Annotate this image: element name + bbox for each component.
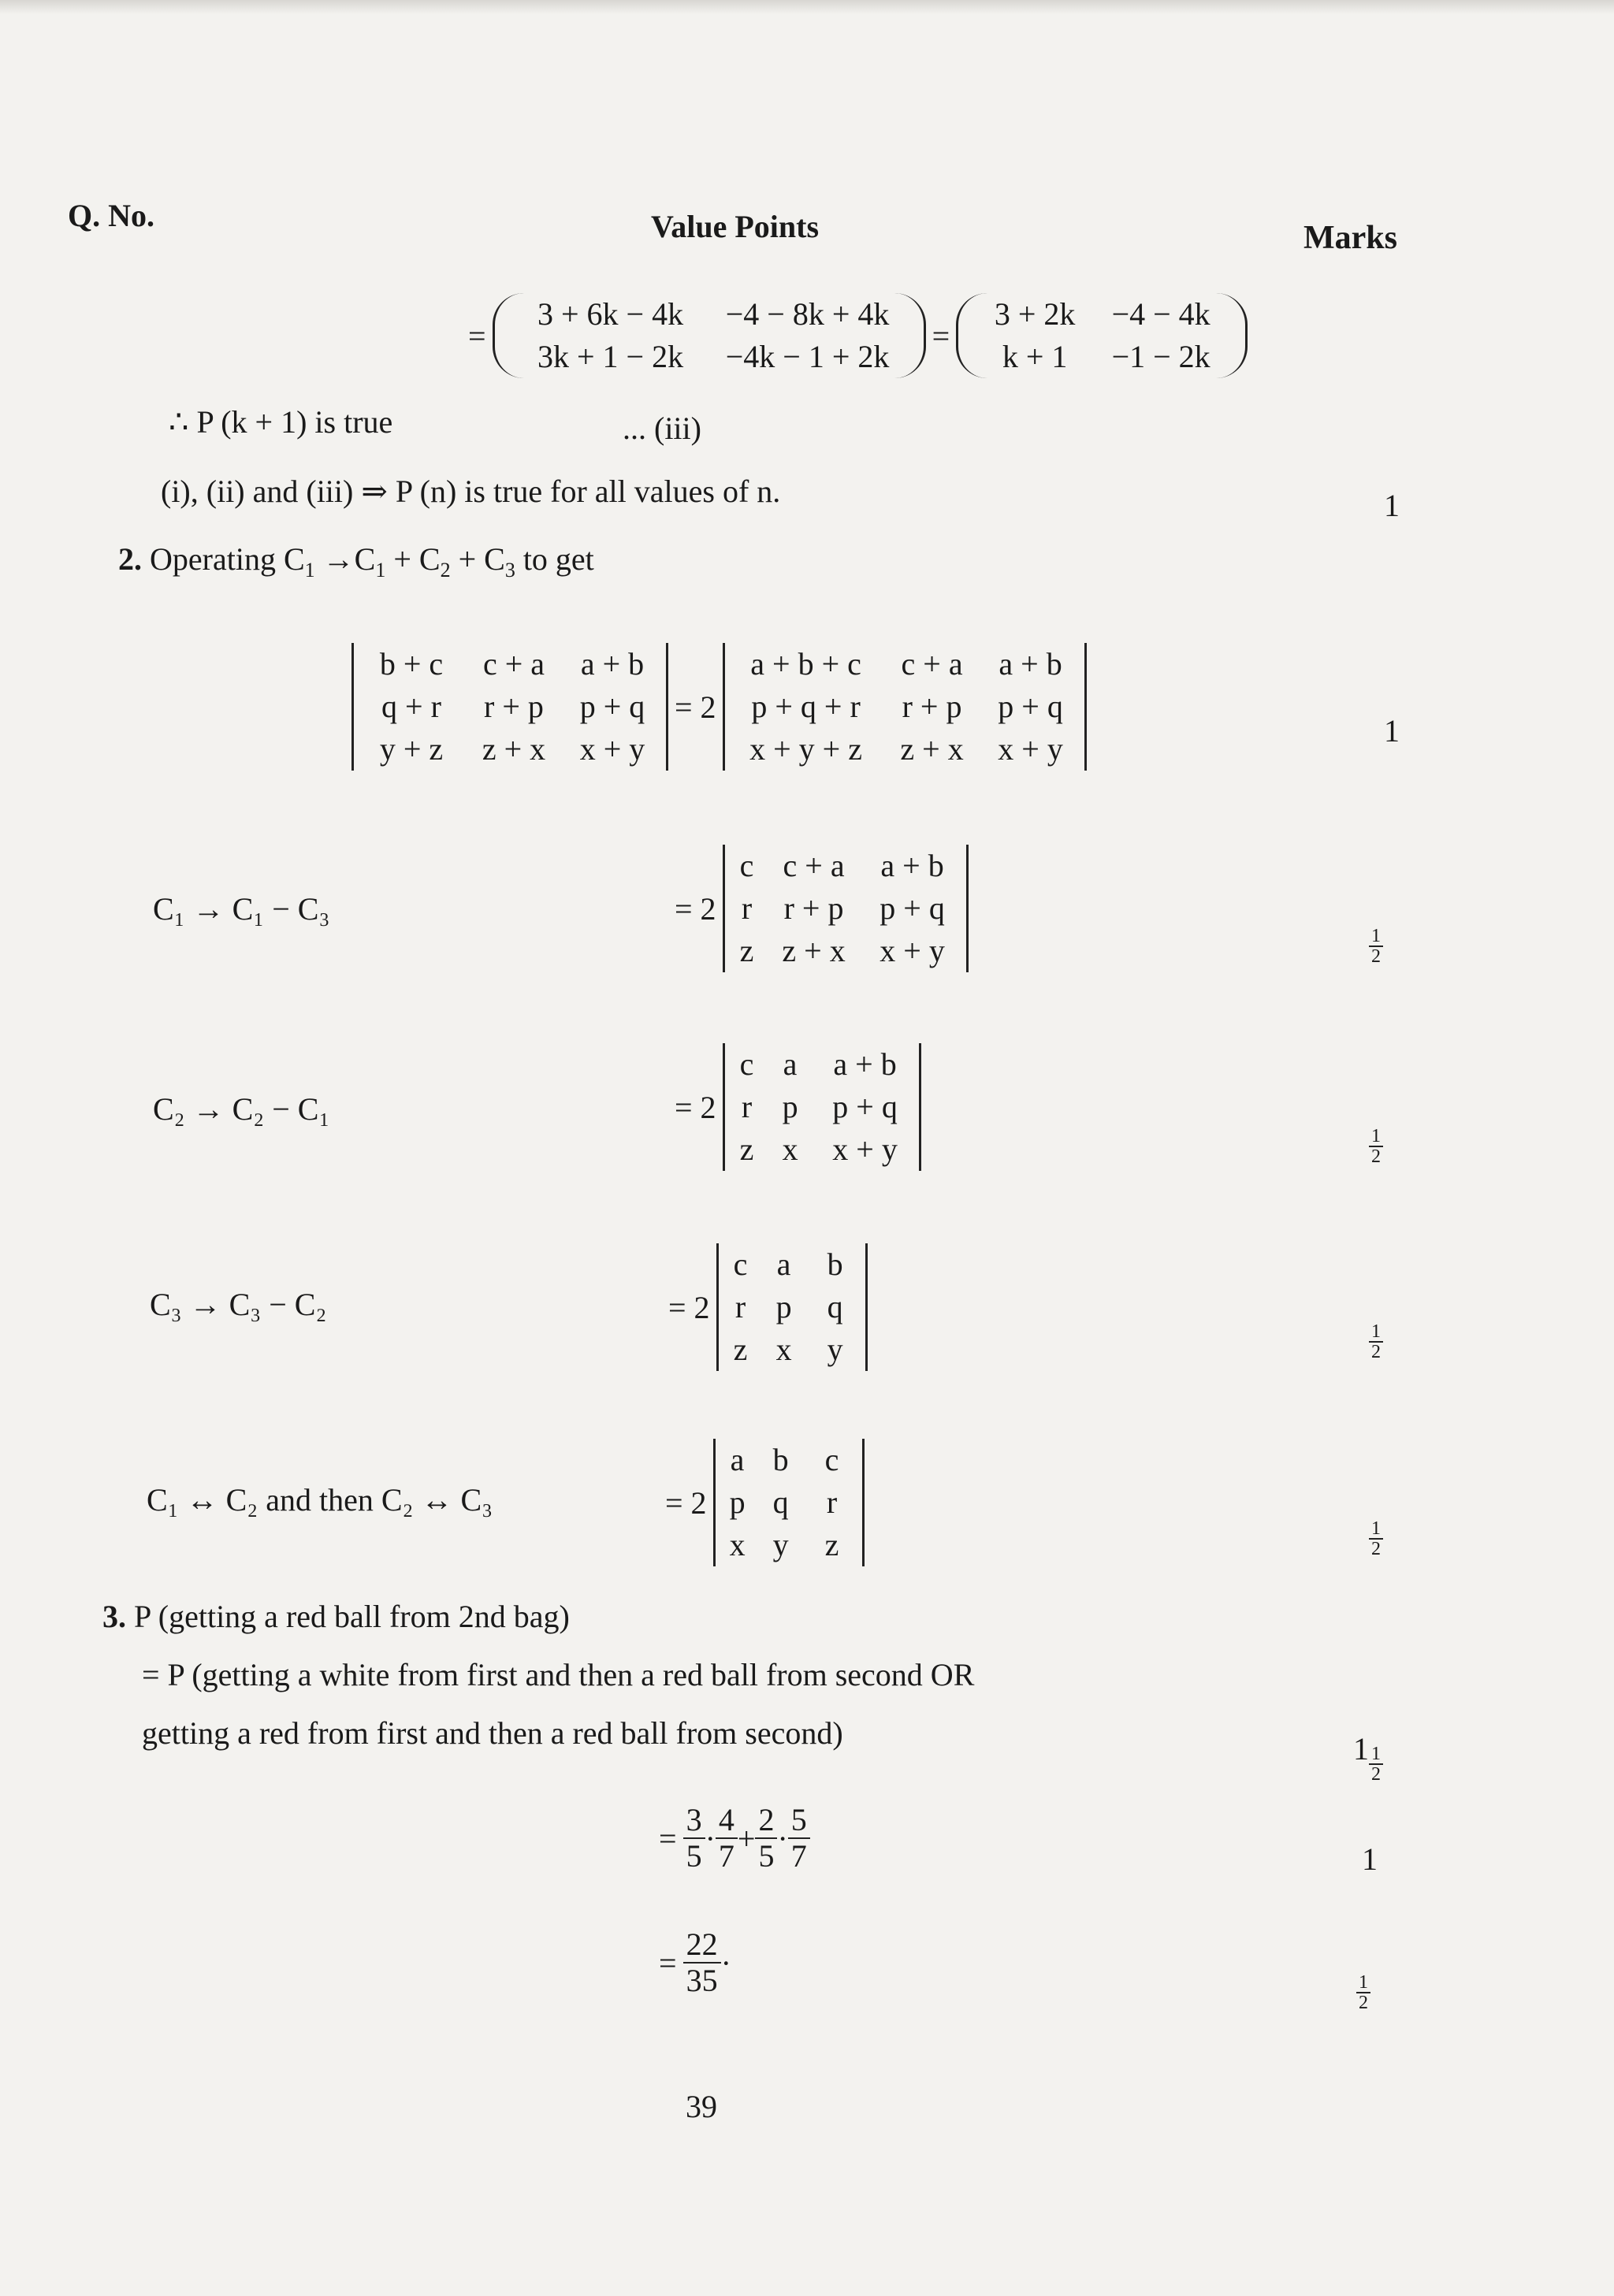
q3-eq1: = xyxy=(659,1820,677,1856)
det-cell: p + q xyxy=(880,890,945,926)
det-cell: z xyxy=(824,1527,839,1562)
det-cell: x + y + z xyxy=(749,731,862,767)
det-cell: c xyxy=(733,1246,748,1282)
det-cell: b xyxy=(827,1246,843,1282)
step-eq: = 2 xyxy=(675,1089,716,1125)
half-num: 1 xyxy=(1371,1744,1381,1764)
half-den: 2 xyxy=(1369,1538,1383,1559)
frac-num: 3 xyxy=(686,1802,702,1837)
det-cell: x + y xyxy=(579,731,645,767)
det-cell: a + b xyxy=(833,1046,897,1082)
step-det xyxy=(713,1439,865,1566)
half-den: 2 xyxy=(1369,1763,1383,1784)
det-cell: r xyxy=(826,1484,838,1520)
half-num: 1 xyxy=(1359,1972,1368,1993)
q3-number: 3. xyxy=(102,1599,126,1634)
step-determinant xyxy=(659,1439,865,1566)
frac-num: 2 xyxy=(758,1802,775,1837)
det-cell: y xyxy=(827,1332,843,1367)
mark-q3-second: 1 xyxy=(1362,1841,1378,1877)
frac-den: 35 xyxy=(683,1962,721,1998)
q2-sub: 1 xyxy=(375,559,386,581)
mark-conclusion: 1 xyxy=(1384,488,1400,523)
det-cell: z + x xyxy=(782,933,846,968)
det-cell: p xyxy=(782,1089,798,1124)
det-cell: x + y xyxy=(832,1131,898,1167)
det-cell: p xyxy=(729,1484,746,1520)
det-cell: b + c xyxy=(379,646,444,682)
step-eq: = 2 xyxy=(668,1289,710,1325)
mark-half xyxy=(1352,1505,1400,1559)
step-label: C₃ → C₃ − C₂ xyxy=(150,1287,327,1322)
det-cell: z xyxy=(739,933,754,968)
q2-op-end: to get xyxy=(523,541,594,577)
det-cell: a + b + c xyxy=(750,646,861,682)
step-label: C₁ ↔ C₂ and then C₂ ↔ C₃ xyxy=(147,1482,493,1518)
q3-result xyxy=(653,1927,731,1998)
step-eq: = 2 xyxy=(665,1484,707,1521)
frac-den: 5 xyxy=(683,1837,705,1874)
det-cell: p + q xyxy=(579,689,645,724)
step-det xyxy=(716,1243,868,1371)
header-marks: Marks xyxy=(1303,220,1397,256)
q2-det-right xyxy=(723,643,1087,771)
det-cell: a xyxy=(730,1442,745,1477)
det-cell: r xyxy=(741,890,753,926)
matrix-cell: −1 − 2k xyxy=(1111,339,1210,374)
frac-den: 5 xyxy=(755,1837,777,1874)
q2-sub: 3 xyxy=(504,559,515,581)
matrix-cell: 3 + 6k − 4k xyxy=(537,296,684,332)
matrix-cell: −4 − 8k + 4k xyxy=(725,296,890,332)
page-top-edge xyxy=(0,0,1614,14)
q3-line2: = P (getting a white from first and then a red ball from second OR xyxy=(142,1657,975,1692)
det-cell: q + r xyxy=(381,689,441,724)
plus-sign: + xyxy=(737,1820,756,1856)
det-cell: p + q + r xyxy=(751,689,861,724)
det-cell: z xyxy=(733,1332,748,1367)
q2-operation-line xyxy=(118,541,594,582)
det-cell: p + q xyxy=(998,689,1063,724)
top-right-matrix xyxy=(956,293,1248,378)
top-left-matrix xyxy=(493,293,926,378)
matrix-cell: −4k − 1 + 2k xyxy=(725,339,890,374)
det-cell: r xyxy=(734,1289,746,1324)
det-cell: q xyxy=(827,1289,843,1324)
q3-line1 xyxy=(102,1598,570,1635)
q3-fraction-expression xyxy=(653,1803,810,1874)
page-number: 39 xyxy=(686,2089,717,2124)
det-cell: c + a xyxy=(482,646,545,682)
det-cell: p xyxy=(775,1289,792,1324)
det-cell: a + b xyxy=(580,646,645,682)
det-cell: c xyxy=(739,1046,754,1082)
frac-num: 22 xyxy=(686,1926,718,1962)
frac-num: 5 xyxy=(790,1802,807,1837)
det-cell: y xyxy=(772,1527,789,1562)
mult-dot: · xyxy=(777,1820,788,1856)
result-dot: · xyxy=(720,1945,731,1981)
step-label: C₁ → C₁ − C₃ xyxy=(153,891,330,927)
pk1-true-text: ∴ P (k + 1) is true xyxy=(169,404,393,440)
det-cell: c + a xyxy=(901,646,963,682)
header-value-points: Value Points xyxy=(651,209,820,244)
matrix-cell: k + 1 xyxy=(1002,339,1068,374)
top-eq2: = xyxy=(932,318,950,354)
det-cell: a xyxy=(776,1246,791,1282)
step-det xyxy=(723,845,969,972)
half-num: 1 xyxy=(1371,1126,1381,1146)
q2-sub: 1 xyxy=(304,559,315,581)
det-cell: x + y xyxy=(998,731,1063,767)
q2-det-left xyxy=(351,643,668,771)
det-cell: x xyxy=(729,1527,746,1562)
q2-eq: = 2 xyxy=(675,689,716,725)
half-den: 2 xyxy=(1356,1992,1370,2012)
q3-line1-text: P (getting a red ball from 2nd bag) xyxy=(134,1599,570,1634)
step-det xyxy=(723,1043,921,1171)
det-cell: a xyxy=(783,1046,798,1082)
frac-den: 7 xyxy=(788,1837,810,1874)
step-determinant xyxy=(668,845,969,972)
det-cell: x xyxy=(775,1332,792,1367)
step-eq: = 2 xyxy=(675,890,716,927)
det-cell: r + p xyxy=(484,689,544,724)
det-cell: x + y xyxy=(880,933,945,968)
top-matrix-equation xyxy=(462,293,1248,378)
det-cell: c + a xyxy=(783,848,845,883)
det-cell: q xyxy=(772,1484,789,1520)
mult-dot: · xyxy=(705,1820,716,1856)
det-cell: z + x xyxy=(482,731,546,767)
det-cell: z + x xyxy=(900,731,964,767)
det-cell: r + p xyxy=(783,890,844,926)
half-den: 2 xyxy=(1369,1341,1383,1362)
q2-op-text: Operating C xyxy=(150,541,305,577)
mark-half xyxy=(1352,1113,1400,1166)
q2-number: 2. xyxy=(118,541,142,577)
matrix-cell: 3k + 1 − 2k xyxy=(537,339,684,374)
mark-half xyxy=(1352,912,1400,966)
q2-determinant-equation xyxy=(351,643,1087,771)
half-den: 2 xyxy=(1369,1146,1383,1166)
det-cell: r xyxy=(741,1089,753,1124)
q3-line3: getting a red from first and then a red ball from second) xyxy=(142,1715,843,1751)
half-num: 1 xyxy=(1371,926,1381,946)
induction-conclusion: (i), (ii) and (iii) ⇒ P (n) is true for all values of n. xyxy=(161,474,781,509)
q2-sub: 2 xyxy=(440,559,451,581)
header-qno: Q. No. xyxy=(68,198,154,233)
matrix-cell: −4 − 4k xyxy=(1111,296,1210,332)
det-cell: a + b xyxy=(880,848,944,883)
q3-eq2: = xyxy=(659,1945,677,1981)
step-determinant xyxy=(662,1243,868,1371)
mark-q2-first: 1 xyxy=(1384,713,1400,749)
mark-whole: 1 xyxy=(1353,1731,1369,1767)
det-cell: x xyxy=(782,1131,798,1167)
half-num: 1 xyxy=(1371,1518,1381,1539)
half-den: 2 xyxy=(1369,946,1383,966)
det-cell: y + z xyxy=(379,731,444,767)
frac-num: 4 xyxy=(718,1802,734,1837)
mark-one-and-half xyxy=(1329,1730,1408,1784)
det-cell: a + b xyxy=(999,646,1062,682)
q2-op-plus: + C xyxy=(393,541,441,577)
det-cell: z xyxy=(739,1131,754,1167)
step-determinant xyxy=(668,1043,921,1171)
det-cell: b xyxy=(772,1442,789,1477)
matrix-cell: 3 + 2k xyxy=(994,296,1076,332)
det-cell: c xyxy=(739,848,754,883)
half-num: 1 xyxy=(1371,1321,1381,1342)
det-cell: c xyxy=(824,1442,839,1477)
mark-half xyxy=(1340,1959,1387,2012)
q2-op-plus: + C xyxy=(458,541,505,577)
frac-den: 7 xyxy=(716,1837,738,1874)
step-label: C₂ → C₂ − C₁ xyxy=(153,1091,330,1127)
top-eq: = xyxy=(468,318,486,354)
mark-half xyxy=(1352,1308,1400,1362)
det-cell: r + p xyxy=(902,689,962,724)
pk1-tag: ... (iii) xyxy=(623,411,701,446)
q2-op-rest: →C xyxy=(322,541,376,577)
det-cell: p + q xyxy=(832,1089,898,1124)
